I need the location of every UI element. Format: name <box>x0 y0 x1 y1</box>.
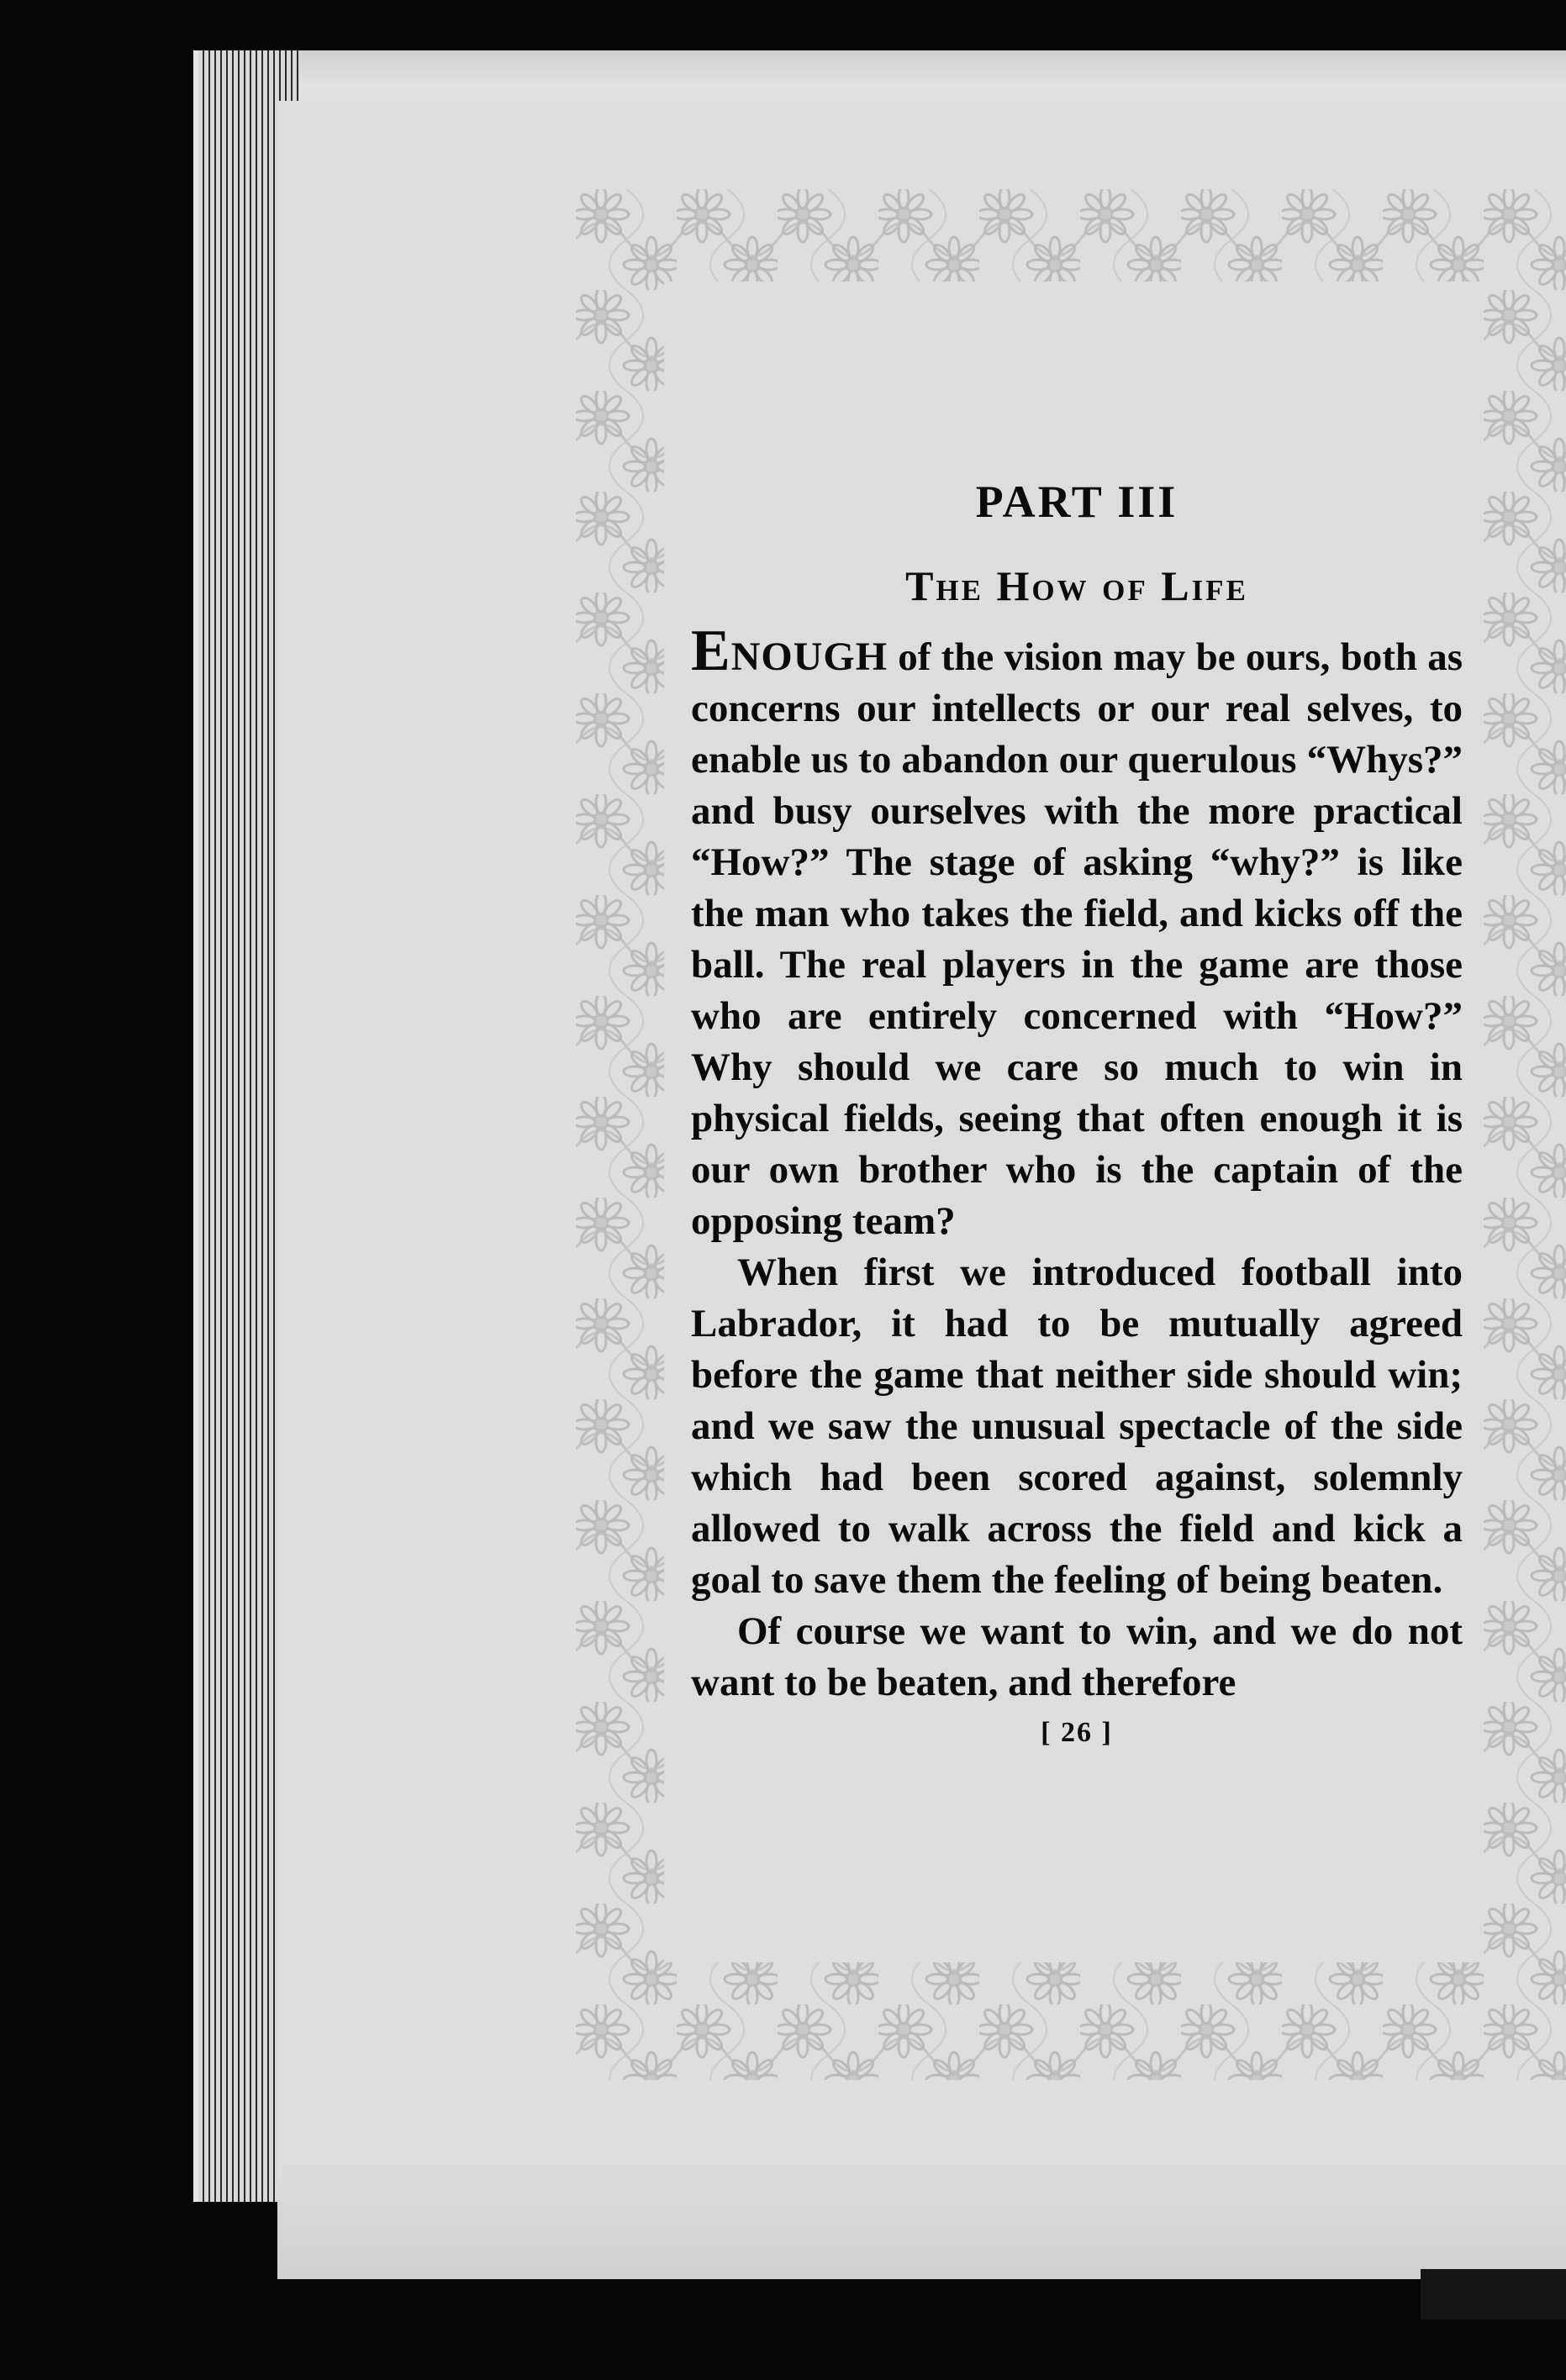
first-word: NOUGH <box>730 634 888 679</box>
section-heading: The How of Life <box>905 562 1248 609</box>
scan-shadow <box>1421 2269 1566 2319</box>
paragraph-1-text: of the vision may be ours, both as concerns our intellects or our real selves, to enable us to abandon our querulous “Whys?” and busy ourselves with the more practical “How?” The stage of asking “why?” is like the man who takes the field, and kicks off the ball. The real players in the game are those who are entirely concerned with “How?” Why should we care so much to win in physical fields, seeing that often enough it is our own brother who is the captain of the opposing team? <box>691 635 1463 1243</box>
part-heading: PART III <box>975 477 1178 527</box>
page-number: [ 26 ] <box>1041 1717 1113 1748</box>
page-lower-margin <box>277 2151 1566 2279</box>
paragraph-1 <box>691 619 1463 1247</box>
drop-cap: E <box>691 619 731 683</box>
paragraph-3: Of course we want to win, and we do not want to be beaten, and therefore <box>691 1609 1463 1704</box>
paragraph-2: When first we introduced football into Labrador, it had to be mutually agreed before the game that neither side should win; and we saw the unusual spectacle of the side which had been scored against, solemnly allowed to walk across the field and kick a goal to save them the feeling of being beaten. <box>691 1251 1463 1602</box>
page-text <box>691 479 1463 1749</box>
